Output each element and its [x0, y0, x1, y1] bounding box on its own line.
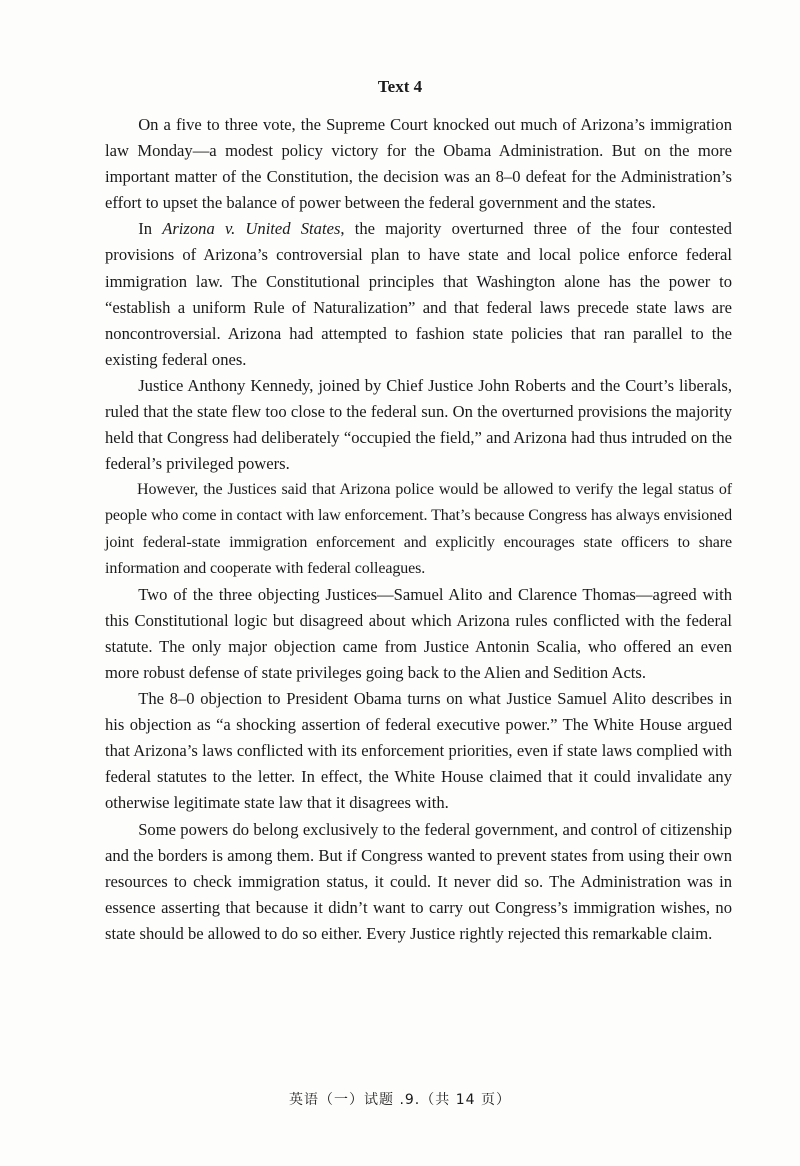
- paragraph-2-prefix: In: [138, 219, 163, 239]
- paragraph-2: [105, 216, 732, 373]
- paragraph-5: Two of the three objecting Justices—Samuel Alito and Clarence Thomas—agreed with this Constitutional logic but disagreed about which Arizona rules conflicted with the federal statute. The only major objection came from Justice Antonin Scalia, who offered an even more robust defense of state privileges going back to the Alien and Sedition Acts.: [105, 584, 732, 682]
- paragraph-1: On a five to three vote, the Supreme Court knocked out much of Arizona’s immigration law Monday—a modest policy victory for the Obama Administration. But on the more important matter of the Constitution, the decision was an 8–0 defeat for the Administration’s effort to upset the balance of power between the federal government and the states.: [105, 115, 732, 213]
- case-name: Arizona v. United States: [162, 219, 341, 239]
- paragraph-4: However, the Justices said that Arizona police would be allowed to verify the legal status of people who come in contact with law enforcement. That’s because Congress has always envisioned joint federal-state immigration enforcement and explicitly encourages state officers to share information and cooperate with federal colleagues.: [105, 481, 732, 577]
- paragraph-2-rest: , the majority overturned three of the four contested provisions of Arizona’s controversial plan to have state and local police enforce federal immigration law. The Constitutional principles that Washington alone has the power to “establish a uniform Rule of Naturalization” and that federal laws precede state laws are noncontroversial. Arizona had attempted to fashion state policies that ran parallel to the existing federal ones.: [105, 219, 732, 369]
- paragraph-3: Justice Anthony Kennedy, joined by Chief Justice John Roberts and the Court’s liberals, ruled that the state flew too close to the federal sun. On the overturned provisions the majority held that Congress had deliberately “occupied the field,” and Arizona had thus intruded on the federal’s privileged powers.: [105, 375, 732, 474]
- paragraph-7: Some powers do belong exclusively to the federal government, and control of citizenship and the borders is among them. But if Congress wanted to prevent states from using their own resources to check immigration status, it could. It never did so. The Administration was in essence asserting that because it didn’t want to carry out Congress’s immigration wishes, no state should be allowed to do so either. Every Justice rightly rejected this remarkable claim.: [105, 819, 732, 943]
- page-footer: 英语（一）试题 .9.（共 14 页）: [289, 1092, 511, 1108]
- passage-body: [105, 112, 732, 947]
- paragraph-6: The 8–0 objection to President Obama turns on what Justice Samuel Alito describes in his objection as “a shocking assertion of federal executive power.” The White House argued that Arizona’s laws conflicted with its enforcement priorities, even if state laws complied with federal statutes to the letter. In effect, the White House claimed that it could invalidate any otherwise legitimate state law that it disagrees with.: [105, 689, 732, 813]
- text-heading: Text 4: [377, 77, 423, 96]
